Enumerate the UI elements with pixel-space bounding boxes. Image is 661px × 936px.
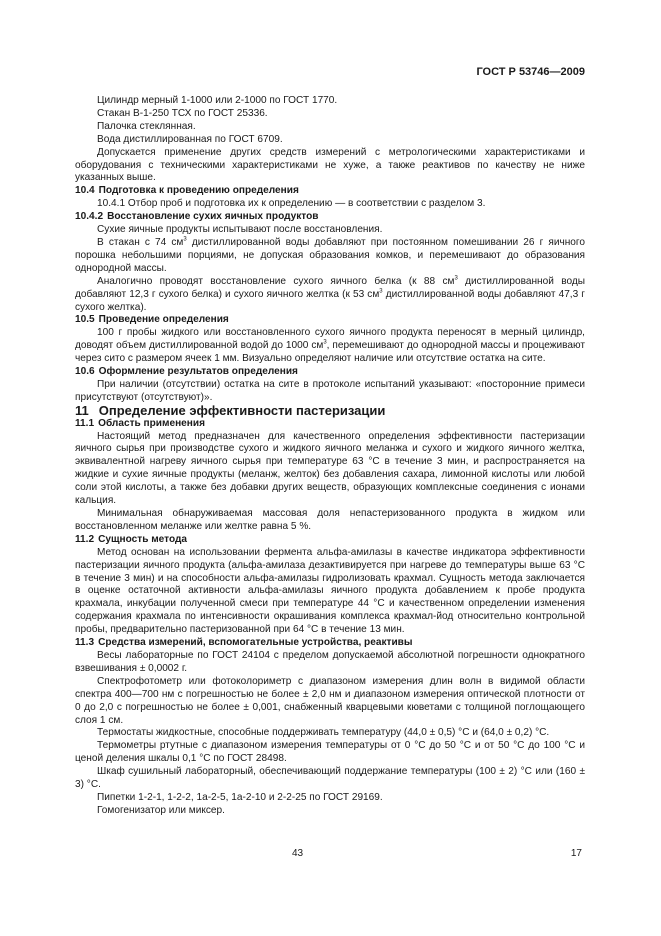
paragraph: Аналогично проводят восстановление сухого яичного белка (к 88 $см^3$ дистиллированной воды добавляют 12,3 г сухого белка) и сухого яичного желтка (к 53 $см^3$ дистиллированной воды добавляют 47,3 г сухого желтка). — [75, 275, 585, 313]
paragraph: Гомогенизатор или миксер. — [97, 804, 225, 816]
section-heading-11-3: 11.3 Средства измерений, вспомогательные устройства, реактивы — [75, 637, 413, 649]
paragraph: Термометры ртутные с диапазоном измерения температуры от 0 °С до 50 °С и от 50 °С до 100 °С и ценой деления шкалы 0,1 °С по ГОСТ 28498. — [75, 740, 585, 765]
section-heading-11-1: 11.1 Область применения — [75, 417, 205, 429]
paragraph: При наличии (отсутствии) остатка на сите в протоколе испытаний указывают: «посторонние примеси присутствуют (отсутствуют)». — [75, 378, 585, 403]
paragraph: 100 г пробы жидкого или восстановленного сухого яичного продукта переносят в мерный цилиндр, доводят объем дистиллированной водой до 1000 $см^3$, перемешивают до однородной массы и процеживают через сито с размером ячеек 1 мм. Визуально определяют наличие или отсутствие остатка на сите. — [75, 327, 585, 365]
paragraph: Сухие яичные продукты испытывают после восстановления. — [97, 224, 383, 236]
paragraph: В стакан с 74 $см^3$ дистиллированной воды добавляют при постоянном помешивании 26 г яичного порошка небольшими порциями, не допуская образования комков, и перемешивают до образования однородной массы. — [75, 236, 585, 274]
paragraph: Настоящий метод предназначен для качественного определения эффективности пастеризации яичного сырья при производстве сухого и жидкого яичного меланжа и сухого и жидкого яичного желтка, эквивалентной нагреву яичного сырья при температуре 63 °С в течение 3 мин, и распространяется на жидкие и сухие яичные продукты (меланж, желток) без добавления сахара, лимонной кислоты или любой соли этой кислоты, а также без добавки других веществ, образующих комплексные соединения с ионами кальция. — [75, 430, 585, 507]
paragraph: Вода дистиллированная по ГОСТ 6709. — [97, 133, 283, 145]
paragraph: Стакан В-1-250 ТСХ по ГОСТ 25336. — [97, 107, 268, 119]
document-body — [75, 95, 585, 818]
paragraph: Цилиндр мерный 1-1000 или 2-1000 по ГОСТ 1770. — [97, 95, 338, 106]
paragraph: Минимальная обнаруживаемая массовая доля непастеризованного продукта в жидком или восстановленном меланже или желтке равна 5 %. — [75, 508, 585, 532]
page-number-right: 17 — [570, 848, 582, 859]
section-heading-10-5: 10.5 Проведение определения — [75, 314, 229, 326]
document-header: ГОСТ Р 53746—2009 — [476, 66, 585, 78]
section-heading-11-2: 11.2 Сущность метода — [75, 533, 188, 545]
paragraph: 10.4.1 Отбор проб и подготовка их к определению — в соответствии с разделом 3. — [97, 198, 486, 210]
page-number-center: 43 — [292, 848, 304, 859]
paragraph: Шкаф сушильный лабораторный, обеспечивающий поддержание температуры (100 ± 2) °С или (160 ± 3) °С. — [75, 766, 585, 791]
paragraph: Допускается применение других средств измерений с метрологическими характеристиками и оборудования с техническими характеристиками не хуже, а также реактивов по качеству не ниже указанных выше. — [75, 146, 585, 184]
paragraph: Спектрофотометр или фотоколориметр с диапазоном измерения длин волн в видимой области спектра 400—700 нм с погрешностью не более ± 2,0 нм и диапазоном измерения оптической плотности от 0 до 2,0 с погрешностью не более ± 0,001, снабженный кварцевыми кюветами с толщиной поглощающего слоя 1 см. — [75, 675, 585, 726]
paragraph: Пипетки 1-2-1, 1-2-2, 1а-2-5, 1а-2-10 и 2-2-25 по ГОСТ 29169. — [97, 791, 383, 803]
paragraph: Метод основан на использовании фермента альфа-амилазы в качестве индикатора эффективности пастеризации яичного продукта (альфа-амилаза дезактивируется при нагреве до температуры выше 63 °С в течение 3 мин) и на способности альфа-амилазы гидролизовать крахмал. Сущность метода заключается в оценке остаточной активности альфа-амилазы яичного продукта добавлением к пробе продукта крахмала, инкубации полученной смеси при температуре 44 °С и качественном определении изменения содержания крахмала по интенсивности окрашивания комплекса крахмал-йод относительно контрольной пробы, предварительно пастеризованной при 64 °С в течение 13 мин. — [75, 546, 585, 636]
paragraph: Термостаты жидкостные, способные поддерживать температуру (44,0 ± 0,5) °С и (64,0 ± 0,2) °С. — [97, 727, 550, 739]
section-heading-10-6: 10.6 Оформление результатов определения — [75, 366, 298, 378]
section-heading-10-4-2: 10.4.2 Восстановление сухих яичных продуктов — [75, 211, 319, 223]
paragraph: Палочка стеклянная. — [97, 120, 196, 132]
paragraph: Весы лабораторные по ГОСТ 24104 с пределом допускаемой абсолютной погрешности однократного взвешивания ± 0,0002 г. — [75, 649, 585, 674]
section-heading-11: 11 Определение эффективности пастеризации — [75, 402, 386, 418]
section-heading-10-4: 10.4 Подготовка к проведению определения — [75, 185, 299, 197]
